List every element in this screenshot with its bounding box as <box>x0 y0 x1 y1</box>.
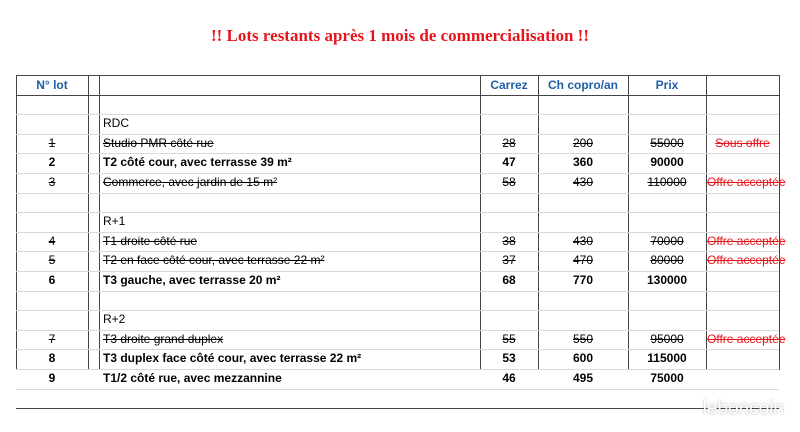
header-prix: Prix <box>655 78 679 92</box>
column-divider <box>706 75 707 370</box>
lot-carrez: 46 <box>502 371 516 385</box>
lot-description: Studio PMR côté rue <box>103 135 214 150</box>
lot-carrez: 58 <box>502 175 516 189</box>
lot-description: T2 en face côté cour, avec terrasse 22 m² <box>103 253 325 268</box>
lot-copro: 550 <box>572 331 594 346</box>
column-divider <box>779 75 780 370</box>
lot-number: 4 <box>48 233 56 248</box>
lots-table <box>16 75 786 385</box>
lot-description: Commerce, avec jardin de 15 m² <box>103 175 278 189</box>
row-divider <box>16 95 779 96</box>
lot-price: 55000 <box>650 135 684 150</box>
lot-carrez: 47 <box>502 155 516 170</box>
lot-carrez: 38 <box>502 233 516 248</box>
row-divider <box>16 389 779 390</box>
lot-copro: 600 <box>572 351 594 366</box>
lot-copro: 360 <box>572 155 594 170</box>
lot-description: T1 droite côté rue <box>103 233 198 248</box>
lot-number: 6 <box>48 273 56 287</box>
lot-price: 80000 <box>650 253 684 268</box>
header-carrez: Carrez <box>490 78 528 92</box>
lot-carrez: 55 <box>502 331 516 346</box>
lot-description: T2 côté cour, avec terrasse 39 m² <box>103 155 292 170</box>
lot-price: 75000 <box>650 371 684 385</box>
lot-number: 9 <box>48 371 56 385</box>
lot-number: 1 <box>48 135 56 150</box>
lot-price: 90000 <box>650 155 684 170</box>
lot-carrez: 68 <box>502 273 516 287</box>
lot-price: 70000 <box>650 233 684 248</box>
lot-copro: 770 <box>572 273 594 287</box>
lot-description: T3 duplex face côté cour, avec terrasse 22 m² <box>103 351 362 366</box>
column-divider <box>628 75 629 370</box>
lot-number: 5 <box>48 253 56 268</box>
lot-number: 3 <box>48 175 56 189</box>
floor-label: R+1 <box>103 214 126 229</box>
floor-label: R+2 <box>103 312 126 327</box>
lot-status: Sous offre <box>715 135 770 150</box>
lot-price: 115000 <box>647 351 687 366</box>
watermark: leboncoin <box>702 398 784 419</box>
column-divider <box>99 75 100 370</box>
row-divider <box>16 291 779 292</box>
lot-status: Offre acceptée <box>707 233 786 248</box>
lot-copro: 200 <box>572 135 594 150</box>
lot-description: T3 droite grand duplex <box>103 331 224 346</box>
column-divider <box>480 75 481 370</box>
lot-number: 2 <box>48 155 56 170</box>
lot-number: 7 <box>48 331 56 346</box>
floor-label: RDC <box>103 116 129 131</box>
lot-price: 95000 <box>650 331 684 346</box>
lot-description: T1/2 côté rue, avec mezzannine <box>103 371 282 385</box>
lot-price: 110000 <box>647 175 687 189</box>
lot-carrez: 28 <box>502 135 516 150</box>
row-divider <box>16 408 779 409</box>
lot-copro: 430 <box>572 233 594 248</box>
header-lot: N° lot <box>36 78 68 92</box>
lot-copro: 470 <box>572 253 594 268</box>
lot-status: Offre acceptée <box>707 253 786 268</box>
row-divider <box>16 193 779 194</box>
lot-copro: 430 <box>572 175 594 189</box>
lot-copro: 495 <box>572 371 594 385</box>
lot-price: 130000 <box>646 273 688 287</box>
lot-carrez: 37 <box>502 253 516 268</box>
lot-status: Offre acceptée <box>707 331 786 346</box>
lot-description: T3 gauche, avec terrasse 20 m² <box>103 273 281 287</box>
column-divider <box>538 75 539 370</box>
lot-number: 8 <box>48 351 56 366</box>
page-title: !! Lots restants après 1 mois de commercialisation !! <box>210 26 590 45</box>
header-copro: Ch copro/an <box>547 78 618 92</box>
column-divider <box>16 75 17 370</box>
lot-status: Offre acceptée <box>707 175 786 189</box>
column-divider <box>88 75 89 370</box>
lot-carrez: 53 <box>502 351 516 366</box>
